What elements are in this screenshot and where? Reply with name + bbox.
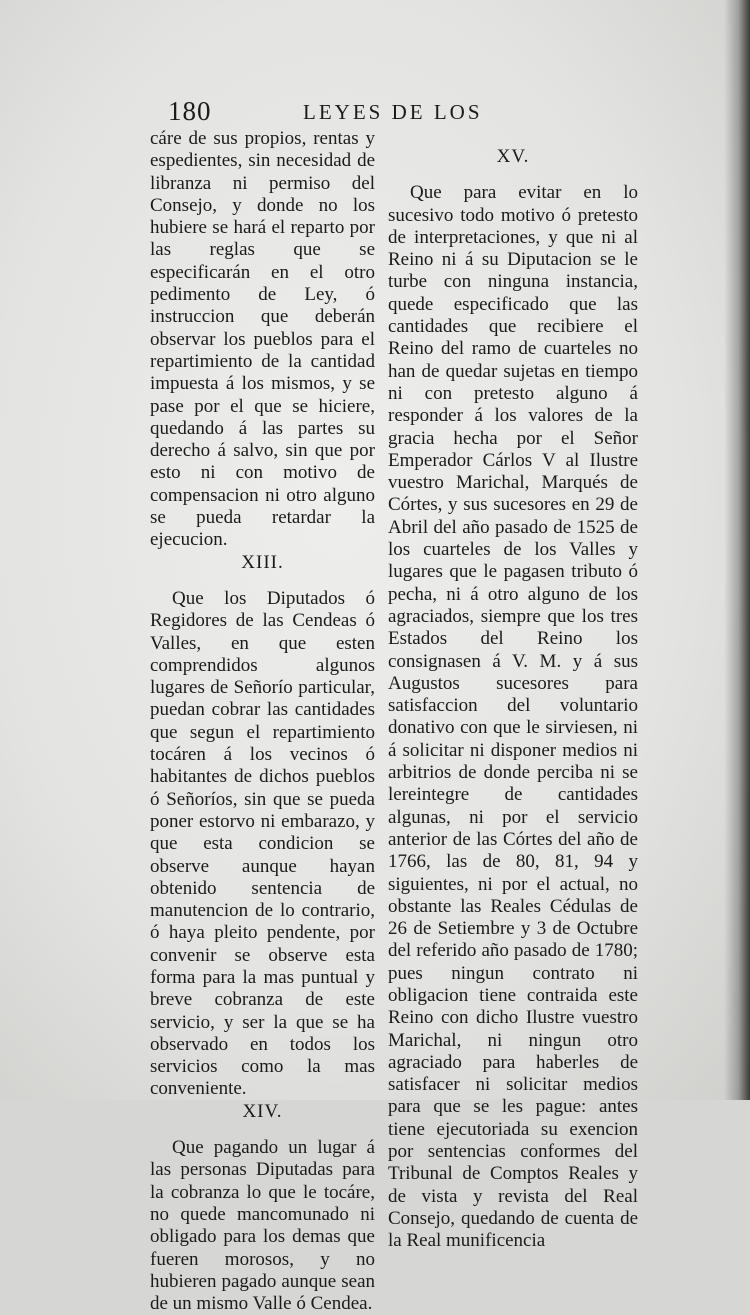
continuation-paragraph: cáre de sus propios, rentas y espedientes, sin necesidad de libranza ni permiso del Consejo, y donde no los hubiere se hará el reparto por las reglas que se especificarán en el otro pedimento de Ley, ó instruccion que deberán observar los pueblos para el repartimiento de la cantidad impuesta á los mismos, y se pase por el que se hiciere, quedando á las partes su derecho á salvo, sin que por esto ni con motivo de compensacion ni otro alguno se pueda retardar la ejecucion. <box>150 128 375 551</box>
section-xiv-text: Que pagando un lugar á las personas Diputadas para la cobranza lo que le tocáre, no quede mancomunado ni obligado para los demas que fueren morosos, y no hubieren pagado aunque sean de un mismo Valle ó Cendea. <box>150 1137 375 1315</box>
right-column <box>388 146 638 1253</box>
section-heading-xv: XV. <box>496 146 530 167</box>
section-heading-xiv: XIV. <box>242 1100 283 1122</box>
section-heading-xiii: XIII. <box>241 551 284 573</box>
section-xv-text: Que para evitar en lo sucesivo todo motivo ó pretesto de interpretaciones, y que ni al Reino ni á su Diputacion se le turbe con ninguna instancia, quede especificado que las cantidades que recibiere el Reino del ramo de cuarteles no han de quedar sujetas en tiempo ni con pretesto alguno á responder á los valores de la gracia hecha por el Señor Emperador Cárlos V al Ilustre vuestro Marichal, Marqués de Córtes, y sus sucesores en 29 de Abril del año pasado de 1525 de los cuarteles de los Valles y lugares que le pagasen tributo ó pecha, ni á otro alguno de los agraciados, siempre que los tres Estados del Reino los consignasen á V. M. y á sus Augustos sucesores para satisfaccion del voluntario donativo con que le sirviesen, ni á solicitar ni disponer medios ni arbitrios de donde perciba ni se lereintegre de cantidades algunas, ni por el servicio anterior de las Córtes del año de 1766, las de 80, 81, 94 y siguientes, ni por el actual, no obstante las Reales Cédulas de 26 de Setiembre y 3 de Octubre del referido año pasado de 1780; pues ningun contrato ni obligacion tiene contraida este Reino con dicho Ilustre vuestro Marichal, ni ningun otro agraciado para haberles de satisfacer ni solicitar medios para que se les pague: antes tiene ejecutoriada su exencion por sentencias conformes del Tribunal de Comptos Reales y de vista y revista del Real Consejo, quedando de cuenta de la Real munificencia <box>388 182 638 1252</box>
left-column <box>150 128 375 1315</box>
page-header <box>168 96 488 132</box>
section-xiii-text: Que los Diputados ó Regidores de las Cendeas ó Valles, en que esten comprendidos algunos lugares de Señorío particular, puedan cobrar las cantidades que segun el repartimiento tocáren á los vecinos ó habitantes de dichos pueblos ó Señoríos, sin que se pueda poner estorvo ni embarazo, y que esta condicion se observe aunque hayan obtenido sentencia de manutencion de lo contrario, ó haya pleito pendente, por convenir se observe esta forma para la mas puntual y breve cobranza de este servicio, y ser la que se ha observado en todos los servicios como la mas conveniente. <box>150 587 375 1100</box>
page-gutter-shadow <box>724 0 750 1100</box>
running-head: LEYES DE LOS <box>303 100 483 124</box>
page-number: 180 <box>168 96 212 126</box>
